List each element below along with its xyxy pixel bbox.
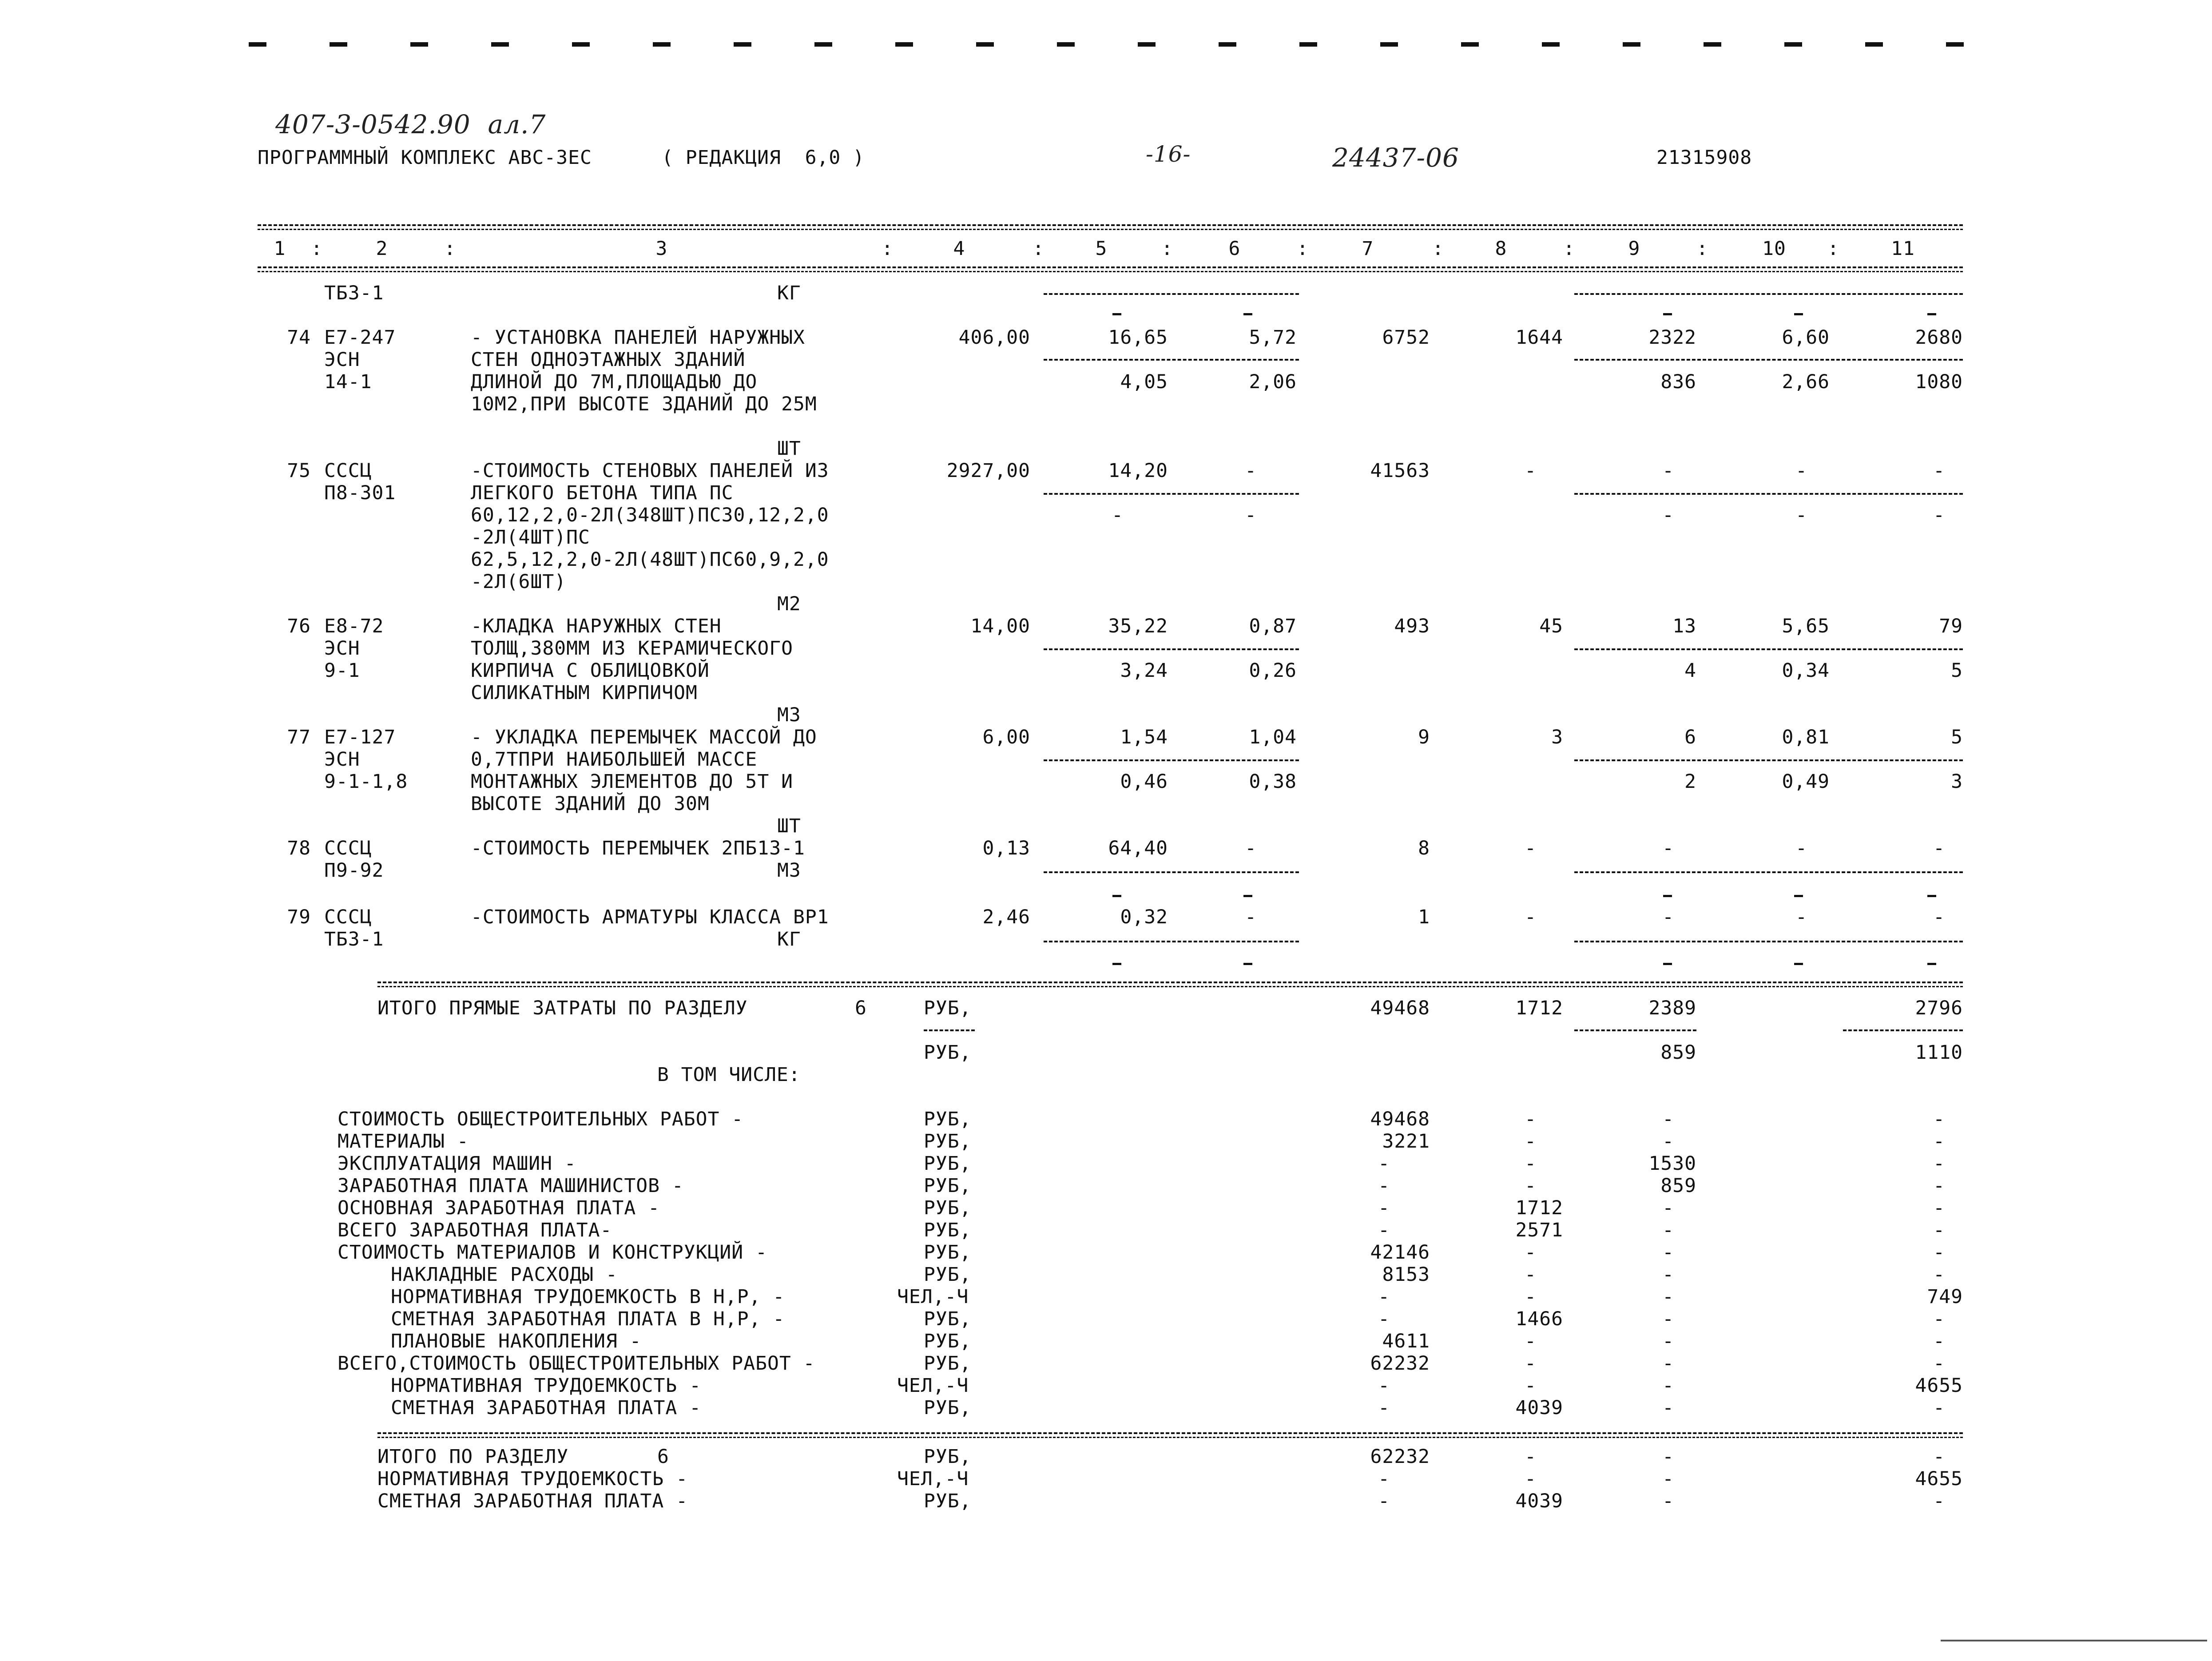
cell-c9: - xyxy=(1662,1308,1674,1330)
cell-c7: - xyxy=(1378,1175,1390,1197)
breakdown-unit: РУБ, xyxy=(924,1130,972,1152)
header-rule-top xyxy=(258,224,1963,226)
breakdown-unit: ЧЕЛ,-Ч xyxy=(897,1468,969,1490)
header-rule-top-2 xyxy=(258,229,1963,230)
row-code: ЭСН xyxy=(324,748,360,771)
cell-c10-sub: 0,49 xyxy=(1782,771,1830,793)
cell-c8: - xyxy=(1525,1330,1537,1352)
row-unit: М2 xyxy=(777,593,801,615)
cell-c8: 1712 xyxy=(1515,1197,1563,1219)
row-number: 77 xyxy=(287,726,311,748)
row-code: П8-301 xyxy=(324,482,396,504)
totals-rule-2 xyxy=(377,986,1963,987)
breakdown-unit: РУБ, xyxy=(924,1330,972,1352)
cell-c7: 49468 xyxy=(1370,1108,1430,1130)
cell-c7: 4611 xyxy=(1382,1330,1430,1352)
cell-c5-sub: 3,24 xyxy=(1120,660,1168,682)
breakdown-label: МАТЕРИАЛЫ - xyxy=(338,1130,469,1152)
cell-c11: - xyxy=(1933,1308,1945,1330)
breakdown-label: ЭКСПЛУАТАЦИЯ МАШИН - xyxy=(338,1152,576,1175)
cell-c7: 8153 xyxy=(1382,1264,1430,1286)
cell-c10-sub: 2,66 xyxy=(1782,371,1830,393)
breakdown-unit: РУБ, xyxy=(924,1197,972,1219)
column-header: 1 xyxy=(274,238,286,260)
cell-c7: - xyxy=(1378,1375,1390,1397)
cell-c7: - xyxy=(1378,1152,1390,1175)
cell-c7: 6752 xyxy=(1382,326,1430,349)
cell-c8: 1466 xyxy=(1515,1308,1563,1330)
row-code: ЭСН xyxy=(324,637,360,660)
breakdown-unit: РУБ, xyxy=(924,1241,972,1264)
cell-c8: 4039 xyxy=(1515,1397,1563,1419)
cell-c9: 13 xyxy=(1672,615,1696,637)
cell-c4: 2,46 xyxy=(982,906,1030,928)
row-code: ТБ3-1 xyxy=(324,928,384,950)
breakdown-label: ЗАРАБОТНАЯ ПЛАТА МАШИНИСТОВ - xyxy=(338,1175,684,1197)
column-header: 5 xyxy=(1095,238,1108,260)
cell-c8: - xyxy=(1525,1241,1537,1264)
cell-c9-sub: 836 xyxy=(1660,371,1696,393)
section-total-rule xyxy=(377,1432,1963,1434)
breakdown-unit: РУБ, xyxy=(924,1108,972,1130)
cell-c6-sub: 0,26 xyxy=(1249,660,1297,682)
cell-c10-sub: - xyxy=(1795,504,1807,526)
cell-c7: 62232 xyxy=(1370,1446,1430,1468)
section-total-label: СМЕТНАЯ ЗАРАБОТНАЯ ПЛАТА - xyxy=(377,1490,688,1512)
row-description: -СТОИМОСТЬ СТЕНОВЫХ ПАНЕЛЕЙ ИЗ xyxy=(471,460,829,482)
cell-c6: - xyxy=(1245,906,1257,928)
row-code: СССЦ xyxy=(324,460,372,482)
row-description: КИРПИЧА С ОБЛИЦОВКОЙ xyxy=(471,660,710,682)
row-description: -СТОИМОСТЬ ПЕРЕМЫЧЕК 2ПБ13-1 xyxy=(471,837,805,859)
cell-c4: 6,00 xyxy=(982,726,1030,748)
row-description: МОНТАЖНЫХ ЭЛЕМЕНТОВ ДО 5Т И xyxy=(471,771,793,793)
cell-c11: - xyxy=(1933,837,1945,859)
cell-c7: - xyxy=(1378,1490,1390,1512)
edition-label: ( РЕДАКЦИЯ 6,0 ) xyxy=(662,147,865,169)
cell-c10: - xyxy=(1795,837,1807,859)
cell-c4: 2927,00 xyxy=(946,460,1030,482)
handwritten-archive-code: 407-3-0542.90 ал.7 xyxy=(275,109,546,139)
cell-c11: - xyxy=(1933,1241,1945,1264)
cell-c11-sub: 3 xyxy=(1951,771,1963,793)
cell-c7: 42146 xyxy=(1370,1241,1430,1264)
breakdown-label: ОСНОВНАЯ ЗАРАБОТНАЯ ПЛАТА - xyxy=(338,1197,660,1219)
cell-c5: 16,65 xyxy=(1108,326,1168,349)
unit-label: РУБ, xyxy=(924,997,972,1019)
cell-c11: 4655 xyxy=(1915,1375,1963,1397)
cell-c7: 9 xyxy=(1418,726,1430,748)
breakdown-unit: ЧЕЛ,-Ч xyxy=(897,1286,969,1308)
cell-c6: 5,72 xyxy=(1249,326,1297,349)
breakdown-label: СМЕТНАЯ ЗАРАБОТНАЯ ПЛАТА В Н,Р, - xyxy=(391,1308,785,1330)
breakdown-unit: РУБ, xyxy=(924,1397,972,1419)
cell-c11: 749 xyxy=(1927,1286,1963,1308)
row-description: -2Л(6ШТ) xyxy=(471,571,567,593)
cell-c9: - xyxy=(1662,1397,1674,1419)
cell-c11-sub: 5 xyxy=(1951,660,1963,682)
cell-c9: 859 xyxy=(1660,1175,1696,1197)
column-header: 3 xyxy=(655,238,668,260)
breakdown-unit: РУБ, xyxy=(924,1264,972,1286)
row-unit: КГ xyxy=(777,282,801,304)
breakdown-label: НОРМАТИВНАЯ ТРУДОЕМКОСТЬ - xyxy=(391,1375,702,1397)
cell-c11-sub: - xyxy=(1933,504,1945,526)
cell-c8: - xyxy=(1525,1175,1537,1197)
cell-c6: - xyxy=(1245,837,1257,859)
cell-c5: 1,54 xyxy=(1120,726,1168,748)
cell-c8: 1712 xyxy=(1515,997,1563,1019)
cell-c10: 5,65 xyxy=(1782,615,1830,637)
cell-c7: 49468 xyxy=(1370,997,1430,1019)
cell-c5: 14,20 xyxy=(1108,460,1168,482)
row-description: -2Л(4ШТ)ПС xyxy=(471,526,590,548)
cell-c11: 2680 xyxy=(1915,326,1963,349)
row-description: СИЛИКАТНЫМ КИРПИЧОМ xyxy=(471,682,698,704)
cell-c8: - xyxy=(1525,1468,1537,1490)
cell-c11: - xyxy=(1933,1197,1945,1219)
cell-c8: 45 xyxy=(1539,615,1563,637)
cell-c9-sub: 4 xyxy=(1684,660,1696,682)
section-total-label: НОРМАТИВНАЯ ТРУДОЕМКОСТЬ - xyxy=(377,1468,688,1490)
including-label: В ТОМ ЧИСЛЕ: xyxy=(657,1064,801,1086)
column-header: 7 xyxy=(1362,238,1374,260)
breakdown-label: ВСЕГО ЗАРАБОТНАЯ ПЛАТА- xyxy=(338,1219,612,1241)
column-header: 10 xyxy=(1762,238,1786,260)
breakdown-label: НОРМАТИВНАЯ ТРУДОЕМКОСТЬ В Н,Р, - xyxy=(391,1286,785,1308)
cell-c9: 6 xyxy=(1684,726,1696,748)
cell-c11: - xyxy=(1933,1352,1945,1375)
cell-c11: - xyxy=(1933,1446,1945,1468)
cell-c9: 2322 xyxy=(1648,326,1696,349)
cell-c9: - xyxy=(1662,460,1674,482)
row-description: - УКЛАДКА ПЕРЕМЫЧЕК МАССОЙ ДО xyxy=(471,726,817,748)
unit-label: РУБ, xyxy=(924,1041,972,1064)
section-number: 6 xyxy=(657,1446,669,1468)
row-code: ТБ3-1 xyxy=(324,282,384,304)
cell-c9: - xyxy=(1662,837,1674,859)
row-unit: КГ xyxy=(777,928,801,950)
cell-c11: 4655 xyxy=(1915,1468,1963,1490)
row-description: ТОЛЩ,380ММ ИЗ КЕРАМИЧЕСКОГО xyxy=(471,637,793,660)
row-description: 0,7ТПРИ НАИБОЛЬШЕЙ МАССЕ xyxy=(471,748,758,771)
section-number: 6 xyxy=(855,997,867,1019)
cell-c6-sub: 2,06 xyxy=(1249,371,1297,393)
cell-c5-sub: - xyxy=(1112,504,1124,526)
bottom-edge-rule xyxy=(1941,1640,2207,1641)
cell-c11: - xyxy=(1933,1130,1945,1152)
breakdown-label: НАКЛАДНЫЕ РАСХОДЫ - xyxy=(391,1264,618,1286)
cell-c9: 2389 xyxy=(1648,997,1696,1019)
cell-c9: - xyxy=(1662,1130,1674,1152)
cell-c8: 1644 xyxy=(1515,326,1563,349)
cell-c6: - xyxy=(1245,460,1257,482)
row-number: 78 xyxy=(287,837,311,859)
cell-c10-sub: 0,34 xyxy=(1782,660,1830,682)
column-header: 11 xyxy=(1891,238,1915,260)
cell-c7: - xyxy=(1378,1197,1390,1219)
breakdown-label: ПЛАНОВЫЕ НАКОПЛЕНИЯ - xyxy=(391,1330,642,1352)
row-description: ЛЕГКОГО БЕТОНА ТИПА ПС xyxy=(471,482,734,504)
row-number: 76 xyxy=(287,615,311,637)
cell-c8: - xyxy=(1525,1446,1537,1468)
row-code: Е7-127 xyxy=(324,726,396,748)
breakdown-unit: РУБ, xyxy=(924,1446,972,1468)
cell-c7: 62232 xyxy=(1370,1352,1430,1375)
cell-c8: - xyxy=(1525,1264,1537,1286)
breakdown-unit: РУБ, xyxy=(924,1352,972,1375)
cell-c7: - xyxy=(1378,1468,1390,1490)
cell-c8: 2571 xyxy=(1515,1219,1563,1241)
row-code: 14-1 xyxy=(324,371,372,393)
breakdown-unit: РУБ, xyxy=(924,1219,972,1241)
breakdown-unit: РУБ, xyxy=(924,1308,972,1330)
breakdown-label: ВСЕГО,СТОИМОСТЬ ОБЩЕСТРОИТЕЛЬНЫХ РАБОТ - xyxy=(338,1352,815,1375)
cell-c10: - xyxy=(1795,460,1807,482)
row-description: -КЛАДКА НАРУЖНЫХ СТЕН xyxy=(471,615,722,637)
cell-c7: - xyxy=(1378,1286,1390,1308)
cell-c11: - xyxy=(1933,1330,1945,1352)
cell-c7: 3221 xyxy=(1382,1130,1430,1152)
cell-c11: 79 xyxy=(1939,615,1963,637)
cell-c9: - xyxy=(1662,906,1674,928)
cell-c11-sub: 1080 xyxy=(1915,371,1963,393)
cell-c11: 5 xyxy=(1951,726,1963,748)
breakdown-unit: РУБ, xyxy=(924,1152,972,1175)
breakdown-label: СТОИМОСТЬ МАТЕРИАЛОВ И КОНСТРУКЦИЙ - xyxy=(338,1241,767,1264)
cell-c7: 41563 xyxy=(1370,460,1430,482)
cell-c11: - xyxy=(1933,1264,1945,1286)
top-dash-row xyxy=(249,42,1972,47)
row-code: 9-1-1,8 xyxy=(324,771,408,793)
cell-c7: 493 xyxy=(1394,615,1430,637)
column-header: 6 xyxy=(1228,238,1241,260)
cell-c7: - xyxy=(1378,1219,1390,1241)
cell-c5: 0,32 xyxy=(1120,906,1168,928)
cell-c11: - xyxy=(1933,1152,1945,1175)
cell-c4: 406,00 xyxy=(958,326,1030,349)
cell-c9-sub: 2 xyxy=(1684,771,1696,793)
column-header: 8 xyxy=(1495,238,1507,260)
breakdown-unit: РУБ, xyxy=(924,1175,972,1197)
direct-costs-label: ИТОГО ПРЯМЫЕ ЗАТРАТЫ ПО РАЗДЕЛУ xyxy=(377,997,748,1019)
cell-c11: 2796 xyxy=(1915,997,1963,1019)
section-total-rule-2 xyxy=(377,1437,1963,1438)
cell-c5: 64,40 xyxy=(1108,837,1168,859)
cell-c8: - xyxy=(1525,1352,1537,1375)
breakdown-unit: РУБ, xyxy=(924,1490,972,1512)
column-header: 9 xyxy=(1628,238,1640,260)
cell-c8: - xyxy=(1525,1130,1537,1152)
cell-c11: - xyxy=(1933,1108,1945,1130)
cell-c8: 4039 xyxy=(1515,1490,1563,1512)
cell-c6-sub: 0,38 xyxy=(1249,771,1297,793)
cell-c11: - xyxy=(1933,1219,1945,1241)
section-total-label: ИТОГО ПО РАЗДЕЛУ xyxy=(377,1446,569,1468)
column-header: 4 xyxy=(953,238,965,260)
cell-c5-sub: 0,46 xyxy=(1120,771,1168,793)
cell-c9: - xyxy=(1662,1375,1674,1397)
header-rule-bottom-2 xyxy=(258,271,1963,272)
row-unit: ШТ xyxy=(777,815,801,837)
cell-c8: - xyxy=(1525,1152,1537,1175)
cell-c8: - xyxy=(1525,1108,1537,1130)
cell-c11: - xyxy=(1933,906,1945,928)
cell-c9: 1530 xyxy=(1648,1152,1696,1175)
cell-c4: 14,00 xyxy=(970,615,1030,637)
cell-c9: - xyxy=(1662,1241,1674,1264)
row-code: СССЦ xyxy=(324,837,372,859)
row-description: -СТОИМОСТЬ АРМАТУРЫ КЛАССА ВР1 xyxy=(471,906,829,928)
cell-c9-sub: - xyxy=(1662,504,1674,526)
row-code: ЭСН xyxy=(324,349,360,371)
row-description: 60,12,2,0-2Л(348ШТ)ПС30,12,2,0 xyxy=(471,504,829,526)
row-code: СССЦ xyxy=(324,906,372,928)
row-code: Е8-72 xyxy=(324,615,384,637)
cell-c9: - xyxy=(1662,1446,1674,1468)
row-description: ВЫСОТЕ ЗДАНИЙ ДО 30М xyxy=(471,793,710,815)
cell-c8: - xyxy=(1525,1286,1537,1308)
cell-c9: - xyxy=(1662,1264,1674,1286)
column-header: 2 xyxy=(376,238,388,260)
row-description: 10М2,ПРИ ВЫСОТЕ ЗДАНИЙ ДО 25М xyxy=(471,393,817,415)
cell-c7: 8 xyxy=(1418,837,1430,859)
cell-c10: - xyxy=(1795,906,1807,928)
cell-c6: 0,87 xyxy=(1249,615,1297,637)
row-description: ДЛИНОЙ ДО 7М,ПЛОЩАДЬЮ ДО xyxy=(471,371,758,393)
cell-c8: - xyxy=(1525,1375,1537,1397)
cell-c5-sub: 4,05 xyxy=(1120,371,1168,393)
row-description: 62,5,12,2,0-2Л(48ШТ)ПС60,9,2,0 xyxy=(471,548,829,571)
cell-c10: 6,60 xyxy=(1782,326,1830,349)
cell-c11-sub: 1110 xyxy=(1915,1041,1963,1064)
cell-c9: - xyxy=(1662,1197,1674,1219)
cell-c5: 35,22 xyxy=(1108,615,1168,637)
cell-c11: - xyxy=(1933,1490,1945,1512)
document-code: 21315908 xyxy=(1656,147,1752,169)
header-rule-bottom xyxy=(258,266,1963,268)
totals-rule xyxy=(377,982,1963,983)
row-unit: М3 xyxy=(777,704,801,726)
cell-c11: - xyxy=(1933,1175,1945,1197)
breakdown-label: СТОИМОСТЬ ОБЩЕСТРОИТЕЛЬНЫХ РАБОТ - xyxy=(338,1108,744,1130)
cell-c9: - xyxy=(1662,1468,1674,1490)
cell-c9: - xyxy=(1662,1330,1674,1352)
row-description: - УСТАНОВКА ПАНЕЛЕЙ НАРУЖНЫХ xyxy=(471,326,805,349)
cell-c11: - xyxy=(1933,1397,1945,1419)
cell-c9: - xyxy=(1662,1108,1674,1130)
row-description: СТЕН ОДНОЭТАЖНЫХ ЗДАНИЙ xyxy=(471,349,746,371)
cell-c8: 3 xyxy=(1551,726,1563,748)
row-code: 9-1 xyxy=(324,660,360,682)
cell-c9: - xyxy=(1662,1490,1674,1512)
handwritten-doc-number: 24437-06 xyxy=(1332,143,1459,173)
row-number: 79 xyxy=(287,906,311,928)
row-number: 75 xyxy=(287,460,311,482)
cell-c8: - xyxy=(1525,837,1537,859)
program-title: ПРОГРАММНЫЙ КОМПЛЕКС АВС-3ЕС xyxy=(258,147,592,169)
cell-c7: - xyxy=(1378,1308,1390,1330)
cell-c6: 1,04 xyxy=(1249,726,1297,748)
cell-c8: - xyxy=(1525,906,1537,928)
row-number: 74 xyxy=(287,326,311,349)
cell-c11: - xyxy=(1933,460,1945,482)
row-code: П9-92 xyxy=(324,859,384,882)
cell-c9-sub: 859 xyxy=(1660,1041,1696,1064)
cell-c9: - xyxy=(1662,1219,1674,1241)
row-code: Е7-247 xyxy=(324,326,396,349)
cell-c9: - xyxy=(1662,1286,1674,1308)
page-number: -16- xyxy=(1146,141,1191,167)
cell-c6-sub: - xyxy=(1245,504,1257,526)
breakdown-unit: ЧЕЛ,-Ч xyxy=(897,1375,969,1397)
cell-c7: 1 xyxy=(1418,906,1430,928)
row-unit: ШТ xyxy=(777,437,801,460)
cell-c8: - xyxy=(1525,460,1537,482)
row-unit: М3 xyxy=(777,859,801,882)
cell-c7: - xyxy=(1378,1397,1390,1419)
cell-c10: 0,81 xyxy=(1782,726,1830,748)
breakdown-label: СМЕТНАЯ ЗАРАБОТНАЯ ПЛАТА - xyxy=(391,1397,702,1419)
cell-c9: - xyxy=(1662,1352,1674,1375)
cell-c4: 0,13 xyxy=(982,837,1030,859)
